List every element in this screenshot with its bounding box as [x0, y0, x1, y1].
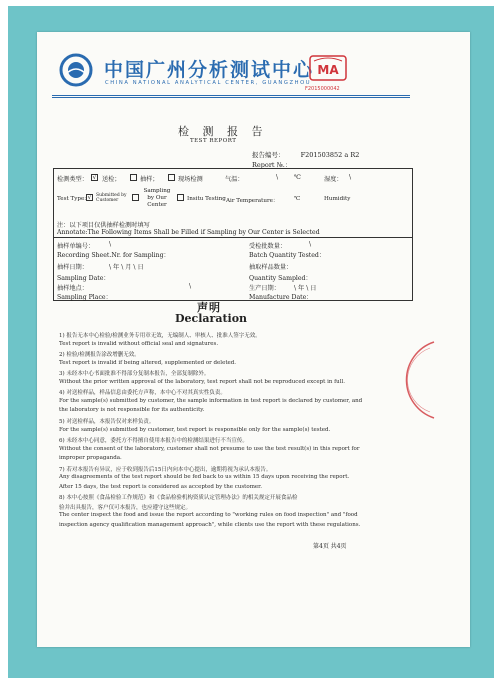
report-number-value: F201503852 a R2: [300, 151, 360, 159]
declaration-clause-line: 2) 检验/检测报告涂改增删无效。: [59, 352, 140, 359]
declaration-clause-line: inspection agency qualification management approach", while clients use the report with these regulations.: [59, 522, 361, 528]
sampling-by-center-checkbox[interactable]: [132, 194, 139, 201]
declaration-clause-line: the laboratory is not responsible for its authenticity.: [59, 407, 205, 414]
table-divider: [54, 237, 412, 238]
sheet-no-value: \: [109, 241, 112, 248]
org-logo-icon: [59, 53, 93, 87]
sampling-by-center-label: Sampling by Our Center: [143, 188, 171, 208]
declaration-clause-line: 验并出具报告，客户仅可本报告，也应遵守这些规定。: [59, 504, 192, 511]
sample-info-table: [53, 168, 413, 301]
checkmark-icon: √: [92, 174, 97, 181]
onsite-label: 现场检测: [178, 176, 203, 183]
mfg-date-value: \ 年 \ 日: [294, 285, 317, 292]
humidity-label-en: Humidity: [324, 196, 351, 202]
declaration-title-cn: 声明: [197, 301, 221, 314]
seal-text: MA: [317, 63, 339, 77]
declaration-clause-line: For the sample(s) submitted by customer, test report is responsible only for the sample(s) tested.: [59, 426, 331, 433]
sampling-place-label-cn: 抽样地点：: [57, 285, 88, 292]
sheet-no-label-en: Recording Sheet.Nr. for Sampling：: [57, 252, 170, 259]
temp-label-cn: 气温：: [225, 176, 244, 183]
qty-label-cn: 抽取样品数量：: [249, 264, 293, 271]
mfg-date-label-en: Manufacture Date：: [249, 294, 313, 301]
sampling-checkbox[interactable]: [130, 174, 137, 181]
declaration-clause-line: After 15 days, the test report is considered as accepted by the customer.: [59, 483, 262, 490]
sampling-place-value: \: [189, 283, 192, 290]
declaration-clause-line: Without the consent of the laboratory, customer shall not presume to use the test result(s) in this report for: [59, 445, 360, 452]
humidity-value: \: [349, 174, 352, 181]
sent-checkbox[interactable]: [90, 174, 99, 181]
declaration-clause-line: The center inspect the food and issue the report according to "working rules on food inspection" and "food: [59, 512, 358, 519]
sampling-place-label-en: Sampling Place：: [57, 294, 112, 301]
declaration-clause-line: 3) 未经本中心书面批准不得部分复制本报告，全部复制除外。: [59, 371, 210, 378]
air-temp-label-en: Air Temperature：: [226, 198, 279, 204]
declaration-clause-line: Test report is invalid without official seal and signatures.: [59, 340, 219, 347]
declaration-clause-line: improper propaganda.: [59, 455, 122, 462]
air-temp-unit-en: ℃: [294, 196, 301, 202]
declaration-clause-line: For the sample(s) submitted by customer, the sample information in test report is declared by customer, and: [59, 397, 363, 404]
qty-label-en: Quantity Sampled：: [249, 275, 312, 282]
batch-value: \: [309, 241, 312, 248]
declaration-clause-line: 6) 未经本中心同意，委托方不得擅自使用本报告中的检测结果进行不当宣传。: [59, 438, 248, 445]
submitted-label: Submitted by Customer: [96, 193, 127, 203]
report-title-en: TEST REPORT: [190, 138, 237, 144]
humidity-label-cn: 湿度：: [324, 176, 343, 183]
report-number-row: [252, 150, 359, 159]
declaration-clause-line: Test report is invalid if being altered, supplemented or deleted.: [59, 359, 237, 366]
test-type-label-cn: 检测类型：: [57, 176, 88, 183]
sampling-label: 抽样；: [140, 176, 159, 183]
batch-label-cn: 受检批数量：: [249, 243, 287, 250]
batch-label-en: Batch Quantity Tested：: [249, 252, 326, 259]
report-number-label-cn: 报告编号：: [252, 151, 285, 159]
insitu-checkbox[interactable]: [177, 194, 184, 201]
org-name-en: CHINA NATIONAL ANALYTICAL CENTER, GUANGZHOU: [105, 80, 312, 86]
seal-number: F2015000042: [305, 86, 340, 92]
sampling-date-label-en: Sampling Date：: [57, 275, 110, 282]
temp-value: \: [276, 174, 279, 181]
sampling-date-value: \ 年 \ 月 \ 日: [109, 264, 144, 271]
declaration-clause-line: 1) 报告无本中心检验/检测业务专用章无效，无编制人、审核人、批准人签字无效。: [59, 333, 261, 339]
declaration-clause-line: 4) 对送检样品，样品信息由委托方声称，本中心不对其真实性负责。: [59, 390, 226, 397]
checkmark-icon: √: [87, 194, 92, 201]
header-rule-bottom: [52, 97, 410, 98]
report-number-label-en: Report №.：: [252, 161, 292, 169]
declaration-clause-line: Without the prior written approval of the laboratory, test report shall not be reproduced except in full.: [59, 378, 345, 385]
sent-label: 送检；: [102, 176, 121, 183]
declaration-clause-line: Any disagreements of the test report should be fed back to us within 15 days upon receiving the report.: [59, 474, 350, 481]
test-type-label-en: Test Type:: [57, 196, 87, 202]
report-title-cn: 检 测 报 告: [178, 125, 268, 138]
declaration-clause-line: 8) 本中心按照《食品检验工作规范》和《食品检验机构资质认定管理办法》的相关规定开展食品检: [59, 495, 298, 502]
declaration-clause-line: 5) 对送检样品，本报告仅对来样负责。: [59, 418, 155, 425]
insitu-label: Insitu Testing: [187, 196, 226, 202]
org-name-cn: 中国广州分析测试中心: [104, 59, 315, 81]
header-rule-top: [52, 95, 410, 96]
temp-unit: ℃: [294, 174, 301, 181]
note-en: Annotate:The Following Items Shall be Filled if Sampling by Our Center is Selected: [57, 229, 320, 236]
sheet-no-label-cn: 抽样单编号：: [57, 243, 95, 250]
cma-seal-icon: [308, 53, 348, 83]
page-number: 第4页 共4页: [313, 543, 347, 550]
submitted-checkbox[interactable]: [86, 194, 93, 201]
onsite-checkbox[interactable]: [168, 174, 175, 181]
mfg-date-label-cn: 生产日期：: [249, 285, 280, 292]
red-seal-stamp-icon: [400, 340, 436, 420]
declaration-title-en: Declaration: [175, 312, 248, 325]
declaration-clause-line: 7) 若对本报告有异议，应于收到报告后15日内向本中心提出，逾期将视为承认本报告。: [59, 466, 272, 473]
note-cn: 注：以下项目仅供抽样检测时填写: [57, 222, 150, 229]
sampling-date-label-cn: 抽样日期：: [57, 264, 88, 271]
